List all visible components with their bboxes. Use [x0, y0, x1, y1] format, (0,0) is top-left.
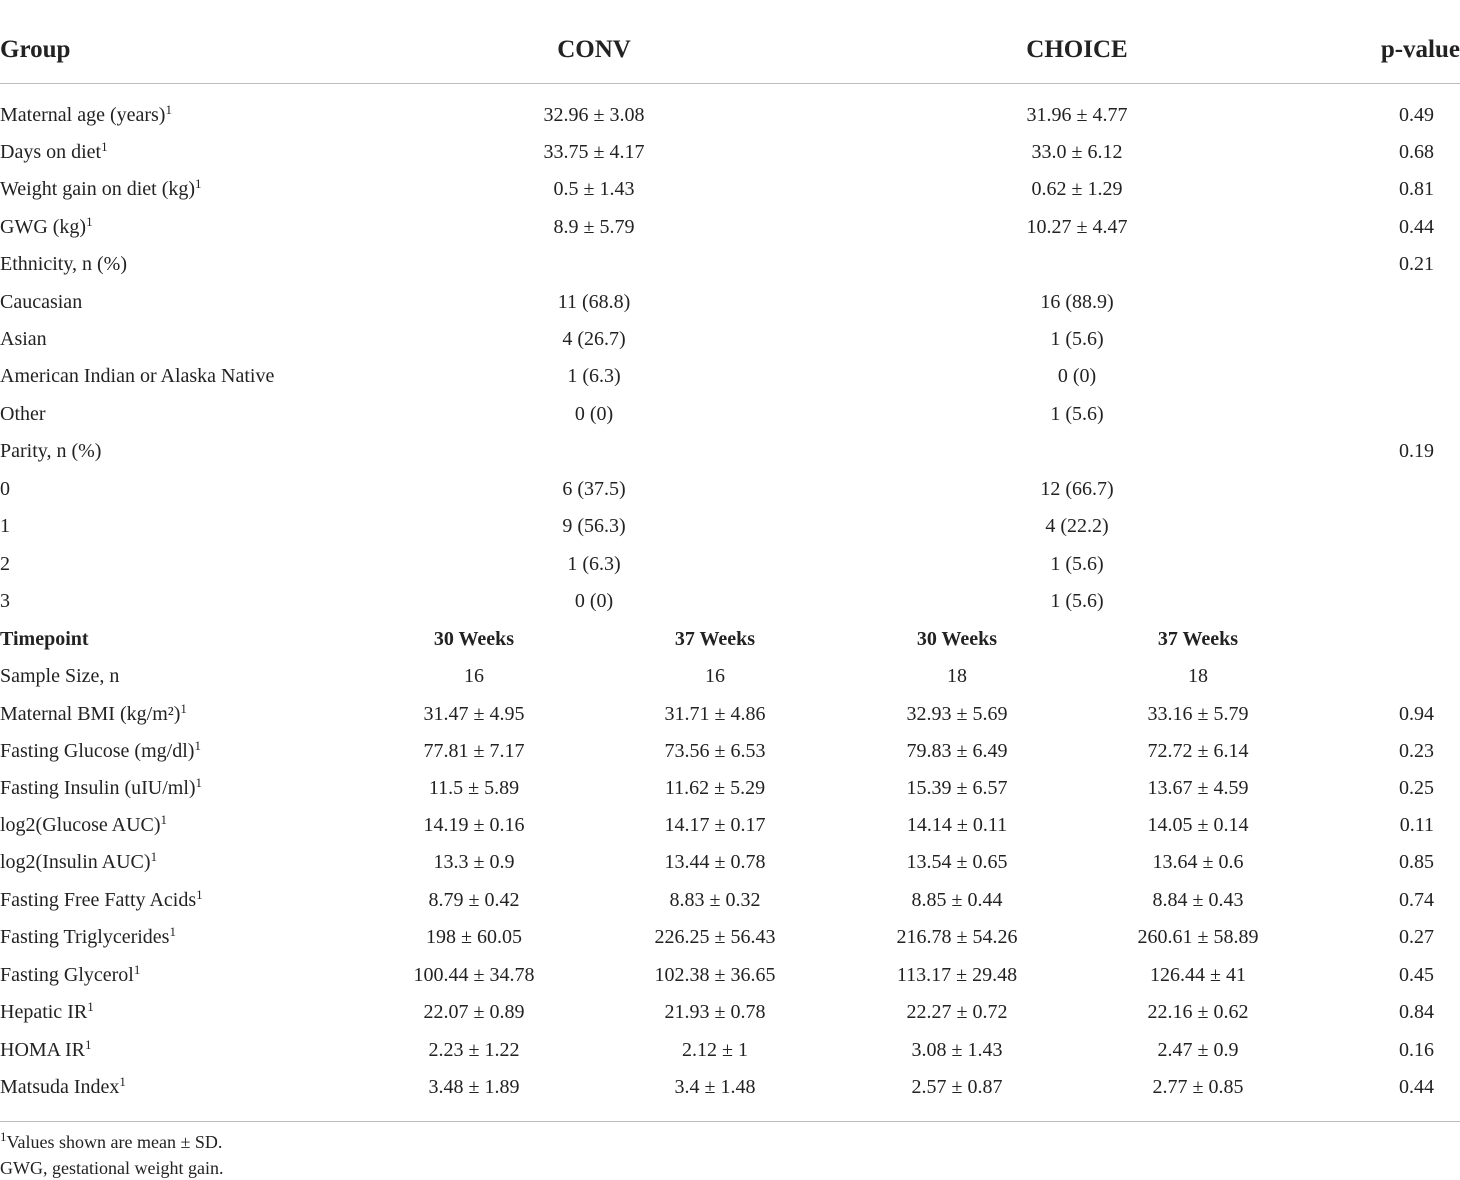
- conv-30-value: 100.44 ± 34.78: [413, 964, 535, 986]
- row-label: Ethnicity, n (%): [0, 253, 128, 275]
- conv-value: 6 (37.5): [562, 478, 626, 500]
- p-value: [1334, 284, 1434, 320]
- conv-value: 32.96 ± 3.08: [543, 104, 645, 126]
- p-value: 0.85: [1399, 851, 1434, 873]
- conv-30-value: 2.23 ± 1.22: [428, 1039, 520, 1061]
- table-row: [0, 358, 1460, 394]
- choice-column-header: CHOICE: [1026, 36, 1128, 63]
- p-value: 0.27: [1399, 926, 1434, 948]
- row-label: Hepatic $IR^1$: [0, 999, 94, 1023]
- conv-30-value: 13.3 ± 0.9: [433, 851, 515, 873]
- row-label: Matsuda Index$^1$: [0, 1074, 126, 1098]
- table-row: [0, 1032, 1460, 1068]
- p-value: [1334, 321, 1434, 357]
- table-row: [0, 209, 1460, 245]
- conv-30-value: 14.19 ± 0.16: [423, 814, 525, 836]
- choice-37-value: 22.16 ± 0.62: [1147, 1001, 1249, 1023]
- choice-value: 1 (5.6): [1050, 328, 1104, 350]
- table-row: [0, 471, 1460, 507]
- conv-37-value: 2.12 ± 1: [682, 1039, 748, 1061]
- conv-37-value: 3.4 ± 1.48: [674, 1076, 756, 1098]
- table-row: [0, 396, 1460, 432]
- row-label: GWG (kg)$^1$: [0, 214, 93, 238]
- conv-value: 1 (6.3): [567, 553, 621, 575]
- row-label: Asian: [0, 328, 47, 350]
- conv-37-weeks-header: 37 Weeks: [674, 628, 756, 650]
- row-label: Maternal BMI $(kg/m^2)^1$: [0, 701, 187, 725]
- footnote-gwg-abbreviation: GWG, gestational weight gain.: [0, 1158, 224, 1178]
- row-label: 1: [0, 515, 10, 537]
- choice-value: [977, 246, 1177, 282]
- conv-37-value: 102.38 ± 36.65: [654, 964, 776, 986]
- p-value: 0.81: [1399, 178, 1434, 200]
- conv-value: 0 (0): [574, 403, 614, 425]
- choice-value: 16 (88.9): [1040, 291, 1114, 313]
- choice-value: 4 (22.2): [1045, 515, 1109, 537]
- choice-30-value: 14.14 ± 0.11: [906, 814, 1008, 836]
- table-row: [0, 957, 1460, 993]
- table-row: [0, 844, 1460, 880]
- choice-37-value: 260.61 ± 58.89: [1137, 926, 1259, 948]
- conv-37-value: 11.62 ± 5.29: [664, 777, 766, 799]
- row-label: 0: [0, 478, 10, 500]
- p-value: [1334, 471, 1434, 507]
- row-label: HOMA $IR^1$: [0, 1037, 92, 1061]
- row-label: Other: [0, 403, 46, 425]
- row-label: Maternal age (years)$^1$: [0, 102, 172, 126]
- choice-37-weeks-header: 37 Weeks: [1157, 628, 1239, 650]
- p-value: [1334, 546, 1434, 582]
- table-row: [0, 321, 1460, 357]
- choice-30-value: 32.93 ± 5.69: [906, 703, 1008, 725]
- group-column-header: Group: [0, 36, 71, 63]
- p-value: 0.25: [1399, 777, 1434, 799]
- row-label: Parity, n (%): [0, 440, 102, 462]
- table-row: [0, 97, 1460, 133]
- table-row: [0, 433, 1460, 469]
- table-row: [0, 171, 1460, 207]
- choice-value: 1 (5.6): [1050, 403, 1104, 425]
- choice-37-value: 126.44 ± 41: [1150, 964, 1246, 986]
- table-row: [0, 994, 1460, 1030]
- table-row: [0, 246, 1460, 282]
- table-row: [0, 546, 1460, 582]
- conv-30-value: 198 ± 60.05: [426, 926, 522, 948]
- choice-value: 10.27 ± 4.47: [1026, 216, 1128, 238]
- choice-37-value: 13.64 ± 0.6: [1152, 851, 1244, 873]
- choice-value: 33.0 ± 6.12: [1031, 141, 1123, 163]
- table-row: [0, 807, 1460, 843]
- row-label: Fasting Free Fatty Acids$^1$: [0, 887, 203, 911]
- p-value: 0.21: [1399, 253, 1434, 275]
- choice-30-value: 15.39 ± 6.57: [906, 777, 1008, 799]
- choice-37-value: 2.47 ± 0.9: [1157, 1039, 1239, 1061]
- timepoint-header-row: [0, 621, 1460, 657]
- table-row: [0, 696, 1460, 732]
- p-value: 0.23: [1399, 740, 1434, 762]
- row-label: American Indian or Alaska Native: [0, 365, 275, 387]
- conv-30-value: 11.5 ± 5.89: [428, 777, 520, 799]
- table-row: [0, 770, 1460, 806]
- choice-30-value: 8.85 ± 0.44: [911, 889, 1003, 911]
- p-value: 0.19: [1399, 440, 1434, 462]
- row-label: Fasting Glycerol$^1$: [0, 962, 141, 986]
- choice-37-value: 18: [1188, 665, 1208, 687]
- sample-size-label: Sample Size, n: [0, 665, 120, 687]
- conv-column-header: CONV: [557, 36, 631, 63]
- conv-value: [494, 246, 694, 282]
- p-value: 0.16: [1399, 1039, 1434, 1061]
- choice-value: 12 (66.7): [1040, 478, 1114, 500]
- p-value: 0.44: [1399, 1076, 1434, 1098]
- choice-30-value: 18: [947, 665, 967, 687]
- p-value: 0.45: [1399, 964, 1434, 986]
- conv-30-value: 31.47 ± 4.95: [423, 703, 525, 725]
- row-label: 2: [0, 553, 10, 575]
- conv-37-value: 31.71 ± 4.86: [664, 703, 766, 725]
- conv-value: 0.5 ± 1.43: [553, 178, 635, 200]
- conv-37-value: 226.25 ± 56.43: [654, 926, 776, 948]
- choice-value: 0 (0): [1057, 365, 1097, 387]
- choice-30-value: 2.57 ± 0.87: [911, 1076, 1003, 1098]
- p-value: [1334, 583, 1434, 619]
- conv-value: 1 (6.3): [567, 365, 621, 387]
- choice-37-value: 72.72 ± 6.14: [1147, 740, 1249, 762]
- choice-30-value: 22.27 ± 0.72: [906, 1001, 1008, 1023]
- conv-30-value: 3.48 ± 1.89: [428, 1076, 520, 1098]
- p-value: 0.44: [1399, 216, 1434, 238]
- table-row: [0, 919, 1460, 955]
- choice-37-value: 14.05 ± 0.14: [1147, 814, 1249, 836]
- choice-value: [977, 433, 1177, 469]
- choice-value: 1 (5.6): [1050, 553, 1104, 575]
- choice-37-value: 13.67 ± 4.59: [1147, 777, 1249, 799]
- conv-30-value: 16: [464, 665, 484, 687]
- conv-value: 33.75 ± 4.17: [543, 141, 645, 163]
- conv-37-value: 21.93 ± 0.78: [664, 1001, 766, 1023]
- p-value: [1334, 508, 1434, 544]
- pvalue-column-header: p-value: [1380, 36, 1460, 63]
- p-value: [1334, 358, 1434, 394]
- p-value: 0.74: [1399, 889, 1434, 911]
- conv-value: 9 (56.3): [562, 515, 626, 537]
- p-value: 0.11: [1399, 814, 1434, 836]
- p-value: [1334, 396, 1434, 432]
- p-value: 0.49: [1399, 104, 1434, 126]
- conv-30-value: 22.07 ± 0.89: [423, 1001, 525, 1023]
- choice-value: 31.96 ± 4.77: [1026, 104, 1128, 126]
- choice-37-value: 33.16 ± 5.79: [1147, 703, 1249, 725]
- choice-30-value: 216.78 ± 54.26: [896, 926, 1018, 948]
- conv-value: 4 (26.7): [562, 328, 626, 350]
- header-rule: [0, 83, 1460, 84]
- timepoint-label: Timepoint: [0, 628, 89, 650]
- choice-37-value: 2.77 ± 0.85: [1152, 1076, 1244, 1098]
- choice-value: 0.62 ± 1.29: [1031, 178, 1123, 200]
- table-row: [0, 733, 1460, 769]
- row-label: Caucasian: [0, 291, 83, 313]
- conv-30-weeks-header: 30 Weeks: [433, 628, 515, 650]
- choice-30-value: 113.17 ± 29.48: [896, 964, 1018, 986]
- row-label: Days on diet$^1$: [0, 139, 108, 163]
- row-label: log2(Glucose AUC)$^1$: [0, 812, 168, 836]
- conv-value: [494, 433, 694, 469]
- footer-rule: [0, 1121, 1460, 1122]
- conv-value: 0 (0): [574, 590, 614, 612]
- choice-30-value: 13.54 ± 0.65: [906, 851, 1008, 873]
- conv-37-value: 8.83 ± 0.32: [669, 889, 761, 911]
- conv-value: 8.9 ± 5.79: [553, 216, 635, 238]
- table-row: [0, 284, 1460, 320]
- row-label: Fasting Insulin $(uIU/ml)^1$: [0, 775, 203, 799]
- row-label: Fasting Glucose $(mg/dl)^1$: [0, 738, 201, 762]
- choice-30-weeks-header: 30 Weeks: [916, 628, 998, 650]
- choice-30-value: 3.08 ± 1.43: [911, 1039, 1003, 1061]
- table-row: [0, 1069, 1460, 1105]
- row-label: Weight gain on diet (kg)$^1$: [0, 176, 202, 200]
- choice-30-value: 79.83 ± 6.49: [906, 740, 1008, 762]
- row-label: 3: [0, 590, 10, 612]
- sample-size-row: [0, 658, 1460, 694]
- conv-37-value: 14.17 ± 0.17: [664, 814, 766, 836]
- row-label: Fasting Triglycerides$^1$: [0, 924, 176, 948]
- conv-30-value: 8.79 ± 0.42: [428, 889, 520, 911]
- table-row: [0, 583, 1460, 619]
- conv-30-value: 77.81 ± 7.17: [423, 740, 525, 762]
- p-value: 0.68: [1399, 141, 1434, 163]
- table-row: [0, 134, 1460, 170]
- table-row: [0, 882, 1460, 918]
- p-value: 0.94: [1399, 703, 1434, 725]
- choice-value: 1 (5.6): [1050, 590, 1104, 612]
- conv-37-value: 13.44 ± 0.78: [664, 851, 766, 873]
- conv-value: 11 (68.8): [557, 291, 631, 313]
- p-value: 0.84: [1399, 1001, 1434, 1023]
- table-row: [0, 508, 1460, 544]
- conv-37-value: 73.56 ± 6.53: [664, 740, 766, 762]
- footnote-mean-sd: $^1$Values shown are mean ± SD.: [0, 1129, 223, 1152]
- choice-37-value: 8.84 ± 0.43: [1152, 889, 1244, 911]
- row-label: log2(Insulin AUC)$^1$: [0, 849, 158, 873]
- conv-37-value: 16: [705, 665, 725, 687]
